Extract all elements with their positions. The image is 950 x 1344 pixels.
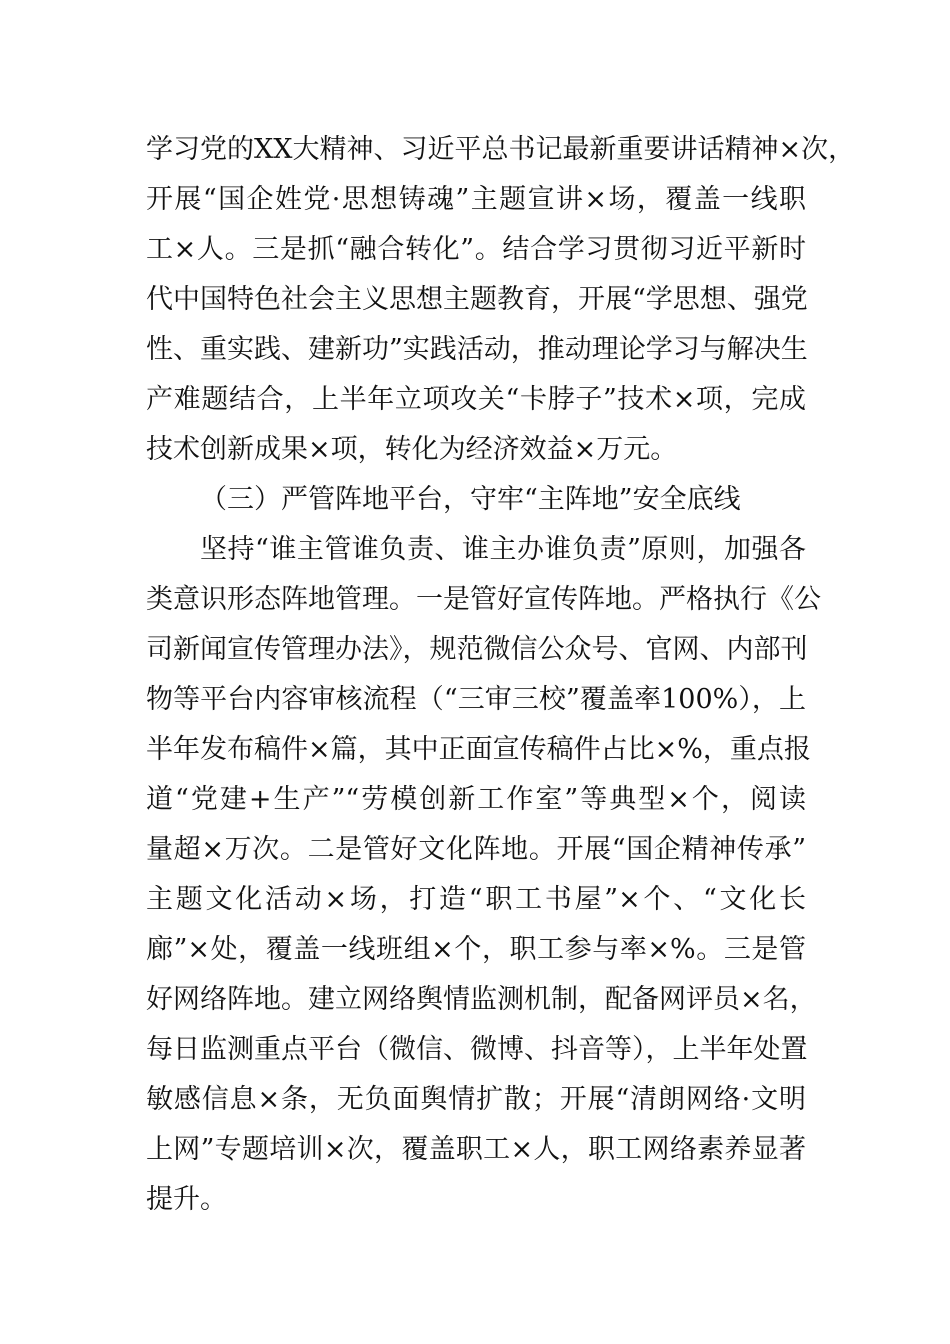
paragraph-line: 提升。 xyxy=(146,1184,227,1215)
paragraph-line: 代中国特色社会主义思想主题教育，开展“学思想、强党 xyxy=(146,284,808,315)
paragraph-line: 产难题结合，上半年立项攻关“卡脖子”技术×项，完成 xyxy=(146,384,806,415)
paragraph-line: 学习党的XX大精神、习近平总书记最新重要讲话精神×次， xyxy=(146,134,856,165)
paragraph-line: 量超×万次。二是管好文化阵地。开展“国企精神传承” xyxy=(146,834,806,865)
paragraph-line: 司新闻宣传管理办法》，规范微信公众号、官网、内部刊 xyxy=(146,634,808,665)
paragraph-line: 工×人。三是抓“融合转化”。结合学习贯彻习近平新时 xyxy=(146,234,806,265)
paragraph-line: 开展“国企姓党·思想铸魂”主题宣讲×场，覆盖一线职 xyxy=(146,184,806,215)
paragraph-line: 主题文化活动×场，打造“职工书屋”×个、“文化长 xyxy=(146,884,806,915)
section-heading: （三）严管阵地平台，守牢“主阵地”安全底线 xyxy=(200,484,741,515)
paragraph-line: 廊”×处，覆盖一线班组×个，职工参与率×%。三是管 xyxy=(146,934,806,965)
paragraph-line: 性、重实践、建新功”实践活动，推动理论学习与解决生 xyxy=(146,334,808,365)
paragraph-line: 好网络阵地。建立网络舆情监测机制，配备网评员×名， xyxy=(146,984,817,1015)
paragraph-line: 每日监测重点平台（微信、微博、抖音等），上半年处置 xyxy=(146,1034,808,1065)
paragraph-line: 上网”专题培训×次，覆盖职工×人，职工网络素养显著 xyxy=(146,1134,806,1165)
paragraph-line: 类意识形态阵地管理。一是管好宣传阵地。严格执行《公 xyxy=(146,584,821,615)
paragraph-line: 技术创新成果×项，转化为经济效益×万元。 xyxy=(146,434,678,465)
paragraph-line: 敏感信息×条，无负面舆情扩散；开展“清朗网络·文明 xyxy=(146,1084,806,1115)
paragraph-line: 道“党建+生产”“劳模创新工作室”等典型×个，阅读 xyxy=(146,784,806,815)
paragraph-line: 坚持“谁主管谁负责、谁主办谁负责”原则，加强各 xyxy=(200,534,806,565)
paragraph-line: 物等平台内容审核流程（“三审三校”覆盖率100%），上 xyxy=(146,684,806,715)
paragraph-line: 半年发布稿件×篇，其中正面宣传稿件占比×%，重点报 xyxy=(146,734,811,765)
